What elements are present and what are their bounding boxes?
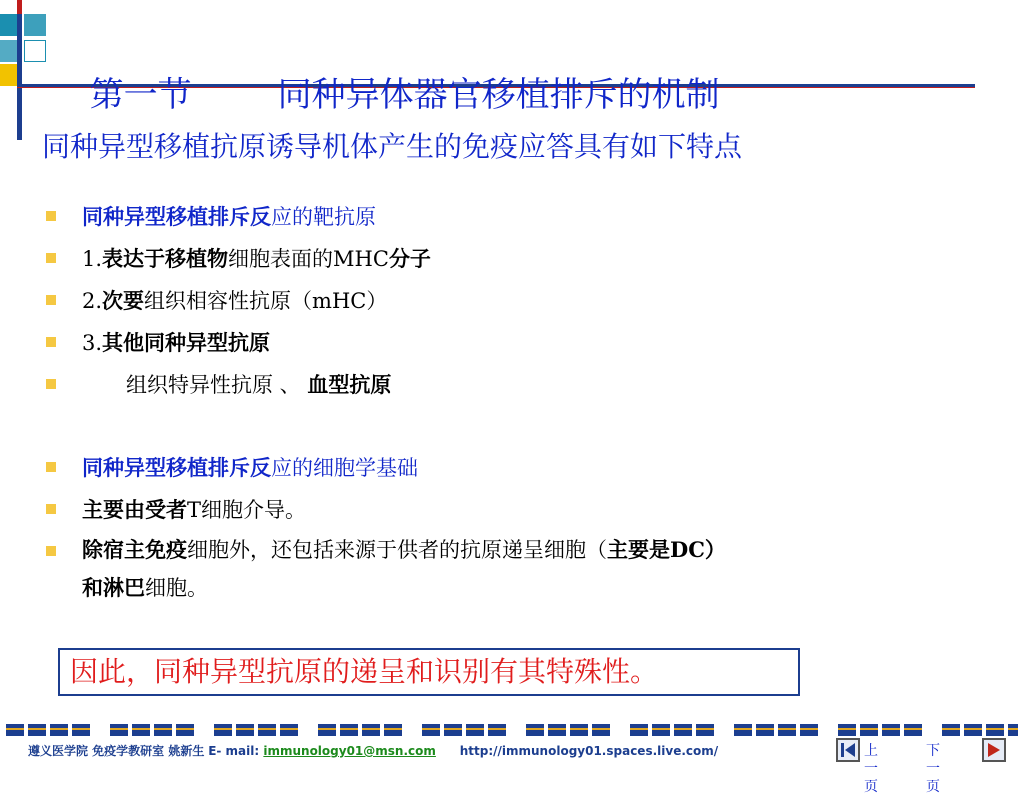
footer-strip-segment: [1008, 724, 1018, 736]
footer-strip-segment: [214, 724, 232, 736]
footer-strip-segment: [778, 724, 796, 736]
bullet-host-and-donor-apc: 除宿主免疫细胞外，还包括来源于供者的抗原递呈细胞（主要是DC） 和淋巴细胞。: [44, 531, 984, 607]
footer-strip-segment: [362, 724, 380, 736]
footer-strip-segment: [258, 724, 276, 736]
footer-strip-segment: [110, 724, 128, 736]
prev-page-button[interactable]: [836, 738, 860, 762]
footer-strip-segment: [942, 724, 960, 736]
title-main: 同种异体器官移植排斥的机制: [277, 75, 720, 115]
bullet-other-alloantigens: 3.其他同种异型抗原: [44, 322, 984, 364]
footer-strip-segment: [570, 724, 588, 736]
footer-strip-segment: [964, 724, 982, 736]
footer-strip-segment: [280, 724, 298, 736]
footer-strip-segment: [72, 724, 90, 736]
footer-strip-segment: [882, 724, 900, 736]
decorative-square-motif: [0, 0, 52, 90]
footer-strip-segment: [384, 724, 402, 736]
next-triangle-icon: [986, 742, 1002, 758]
footer-url[interactable]: http://immunology01.spaces.live.com/: [459, 744, 719, 758]
footer-strip-segment: [734, 724, 752, 736]
bullet-t-cell-mediated: 主要由受者T细胞介导。: [44, 489, 984, 531]
footer-strip-segment: [154, 724, 172, 736]
footer-strip-segment: [756, 724, 774, 736]
footer-strip-segment: [548, 724, 566, 736]
footer-strip-segment: [444, 724, 462, 736]
slide-subtitle: 同种异型移植抗原诱导机体产生的免疫应答具有如下特点: [42, 130, 743, 163]
footer-strip-segment: [236, 724, 254, 736]
footer-dashed-strip: [0, 724, 1024, 736]
footer-institution: 遵义医学院 免疫学教研室 姚新生: [28, 744, 205, 758]
bullet-list: [44, 196, 984, 607]
footer-strip-segment: [630, 724, 648, 736]
bullet-mhc: 1.表达于移植物细胞表面的MHC分子: [44, 238, 984, 280]
footer-strip-segment: [488, 724, 506, 736]
vertical-accent-bar: [17, 0, 22, 140]
prev-triangle-icon: [840, 742, 856, 758]
footer-strip-segment: [6, 724, 24, 736]
footer-strip-segment: [904, 724, 922, 736]
footer-email-link[interactable]: immunology01@msn.com: [263, 744, 436, 758]
footer-strip-segment: [526, 724, 544, 736]
title-section: 第一节: [89, 75, 192, 115]
conclusion-callout: 因此，同种异型抗原的递呈和识别有其特殊性。: [58, 648, 800, 696]
footer-strip-segment: [176, 724, 194, 736]
footer-strip-segment: [674, 724, 692, 736]
footer-strip-segment: [652, 724, 670, 736]
bullet-cellular-basis-heading: 同种异型移植排斥反应的细胞学基础: [44, 447, 984, 489]
vertical-accent-bar-red: [17, 0, 22, 14]
footer-strip-segment: [50, 724, 68, 736]
footer-strip-segment: [28, 724, 46, 736]
footer-strip-segment: [340, 724, 358, 736]
footer-strip-segment: [838, 724, 856, 736]
footer-strip-segment: [422, 724, 440, 736]
footer-credits: [28, 739, 718, 763]
footer-email-label: E- mail:: [208, 744, 264, 758]
prev-page-label[interactable]: 上一页: [864, 743, 878, 795]
footer-strip-segment: [132, 724, 150, 736]
bullet-target-antigen-heading: 同种异型移植排斥反应的靶抗原: [44, 196, 984, 238]
bullet-minor-histocompatibility: 2.次要组织相容性抗原（mHC）: [44, 280, 984, 322]
bullet-tissue-blood-antigens: 组织特异性抗原 、 血型抗原: [44, 364, 984, 406]
footer-strip-segment: [800, 724, 818, 736]
footer-strip-segment: [592, 724, 610, 736]
footer-strip-segment: [696, 724, 714, 736]
footer-strip-segment: [466, 724, 484, 736]
footer-strip-segment: [318, 724, 336, 736]
next-page-label[interactable]: 下一页: [926, 743, 940, 795]
next-page-button[interactable]: [982, 738, 1006, 762]
footer-strip-segment: [986, 724, 1004, 736]
footer-strip-segment: [860, 724, 878, 736]
slide-title: [68, 20, 720, 115]
